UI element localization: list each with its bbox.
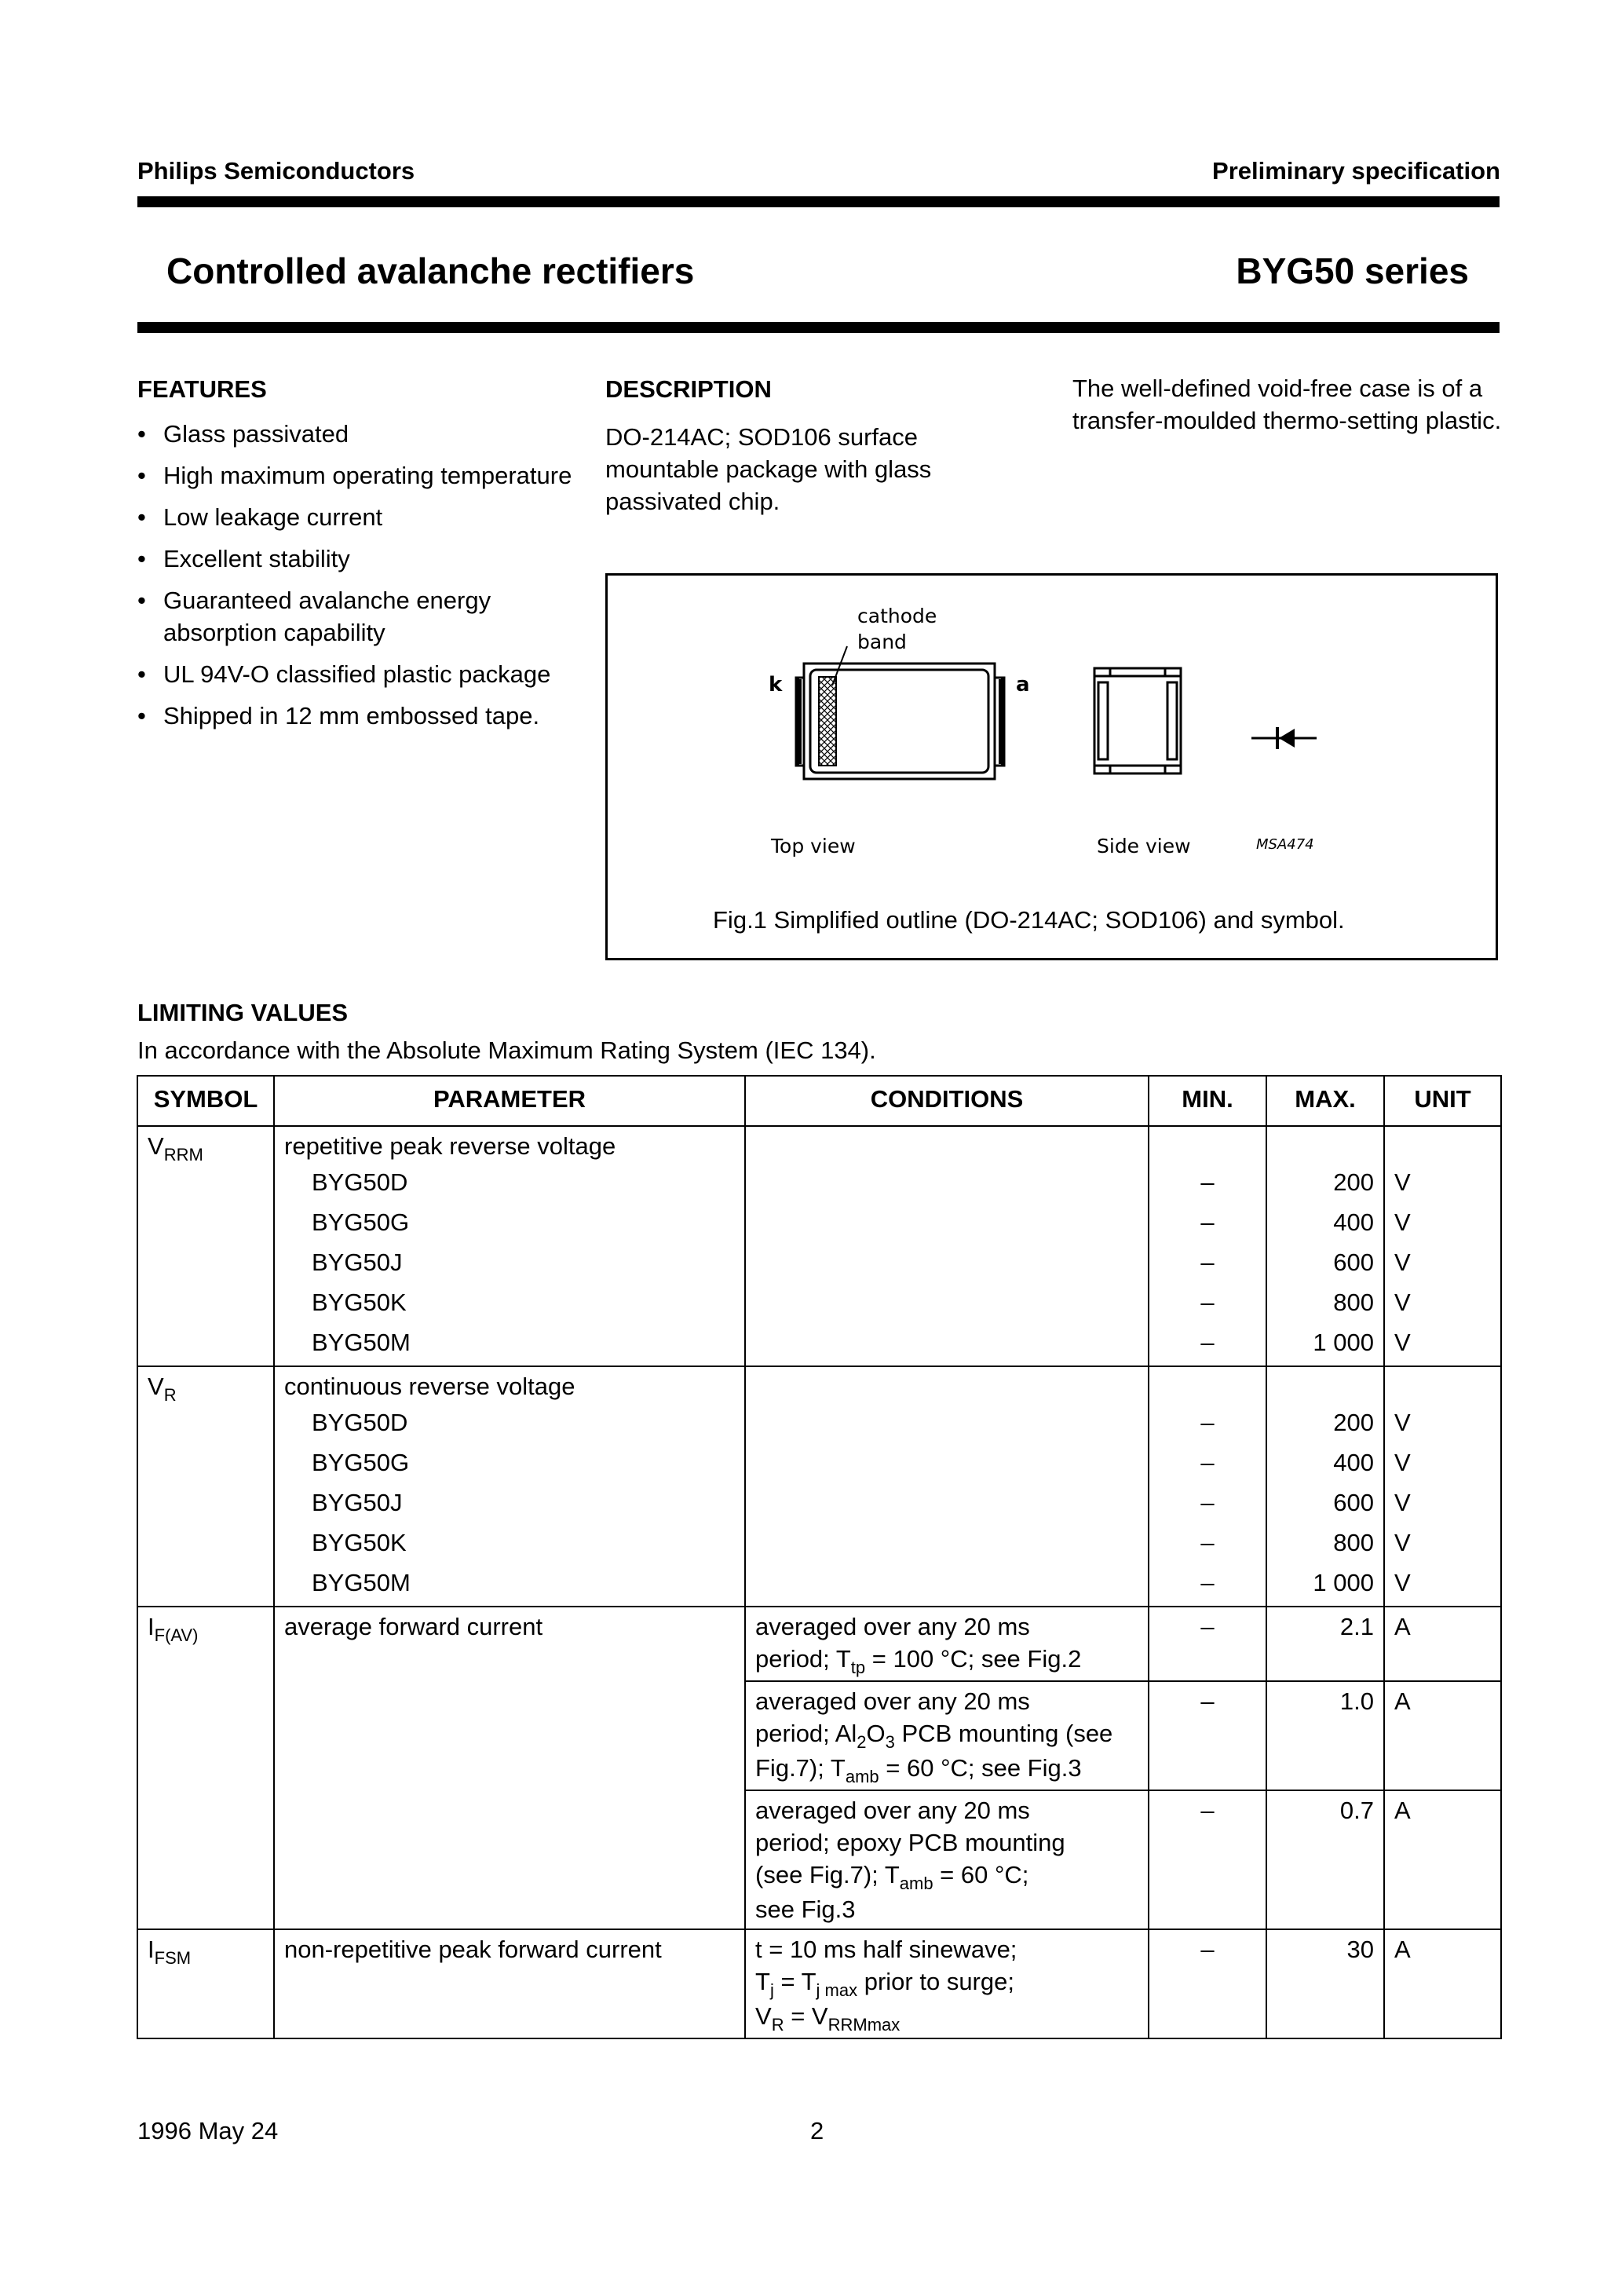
parameter-cell: continuous reverse voltage BYG50D BYG50G BYG50J BYG50K BYG50M xyxy=(274,1366,745,1607)
description-text: DO-214AC; SOD106 surface mountable package with glass passivated chip. xyxy=(605,423,932,515)
feature-item: • Guaranteed avalanche energy absorption capability xyxy=(137,584,577,649)
max-cell: 200 400 600 800 1 000 xyxy=(1266,1366,1384,1607)
figure-box xyxy=(605,573,1498,960)
conditions-cell xyxy=(745,1126,1149,1366)
footer-date: 1996 May 24 xyxy=(137,2117,279,2144)
limiting-values-intro: In accordance with the Absolute Maximum Rating System (IEC 134). xyxy=(137,1036,876,1064)
a-label: a xyxy=(1016,673,1030,696)
title-rule xyxy=(137,322,1500,333)
parameter-cell: average forward current xyxy=(274,1607,745,1929)
feature-item: • Low leakage current xyxy=(137,501,577,533)
symbol-cell: $I_{F(AV)}$ xyxy=(137,1607,274,1929)
col-parameter: PARAMETER xyxy=(274,1076,745,1126)
col-max: MAX. xyxy=(1266,1076,1384,1126)
min-cell: – – – – – xyxy=(1149,1126,1266,1366)
band-label: band xyxy=(857,631,907,653)
top-view-label: Top view xyxy=(771,835,856,857)
parameter-cell: non-repetitive peak forward current xyxy=(274,1929,745,2038)
description-text-2: The well-defined void-free case is of a transfer-moulded thermo-setting plastic. xyxy=(1072,375,1502,434)
header-rule xyxy=(137,196,1500,207)
symbol-cell: $V_{RRM}$ xyxy=(137,1126,274,1366)
company-name: Philips Semiconductors xyxy=(137,157,415,185)
unit-cell: V V V V V xyxy=(1384,1366,1501,1607)
side-view-outline xyxy=(1094,668,1181,773)
parameter-cell: repetitive peak reverse voltage BYG50D BYG50G BYG50J BYG50K BYG50M xyxy=(274,1126,745,1366)
table-row-ifsm xyxy=(137,1929,1501,2038)
table-row-vrrm xyxy=(137,1126,1501,1366)
cathode-label: cathode xyxy=(857,605,937,627)
k-label: k xyxy=(769,673,783,696)
feature-item: • Glass passivated xyxy=(137,418,577,450)
feature-item: • High maximum operating temperature xyxy=(137,459,577,492)
max-cell: 0.7 xyxy=(1266,1790,1384,1929)
col-unit: UNIT xyxy=(1384,1076,1501,1126)
spec-type: Preliminary specification xyxy=(1212,157,1500,185)
package-outline-drawing xyxy=(608,576,1496,958)
unit-cell: A xyxy=(1384,1790,1501,1929)
min-cell: – – – – – xyxy=(1149,1366,1266,1607)
unit-cell: A xyxy=(1384,1681,1501,1790)
symbol-cell: $I_{FSM}$ xyxy=(137,1929,274,2038)
series-title: BYG50 series xyxy=(1236,250,1469,291)
col-symbol: SYMBOL xyxy=(137,1076,274,1126)
min-cell: – xyxy=(1149,1929,1266,2038)
min-cell: – xyxy=(1149,1607,1266,1681)
unit-cell: V V V V V xyxy=(1384,1126,1501,1366)
description-heading: DESCRIPTION xyxy=(605,375,772,403)
table-row-vr xyxy=(137,1366,1501,1607)
side-view-label: Side view xyxy=(1097,835,1191,857)
min-cell: – xyxy=(1149,1790,1266,1929)
symbol-cell: $V_R$ xyxy=(137,1366,274,1607)
features-heading: FEATURES xyxy=(137,375,267,403)
min-cell: – xyxy=(1149,1681,1266,1790)
page-number: 2 xyxy=(810,2117,824,2144)
features-list xyxy=(137,418,577,741)
table-header-row xyxy=(137,1076,1501,1126)
figure-code: MSA474 xyxy=(1256,836,1314,853)
figure-caption: Fig.1 Simplified outline (DO-214AC; SOD106) and symbol. xyxy=(713,906,1345,934)
max-cell: 200 400 600 800 1 000 xyxy=(1266,1126,1384,1366)
max-cell: 1.0 xyxy=(1266,1681,1384,1790)
limiting-values-table xyxy=(137,1075,1502,2039)
conditions-cell: averaged over any 20 ms period; epoxy PCB mounting (see Fig.7); $T_{amb} = 60$ °C; see Fig.3 xyxy=(745,1790,1149,1929)
feature-item: • Excellent stability xyxy=(137,543,577,575)
top-view-outline xyxy=(796,664,1004,779)
col-conditions: CONDITIONS xyxy=(745,1076,1149,1126)
conditions-cell: averaged over any 20 ms period; $Al_2O_3$ PCB mounting (see Fig.7); $T_{amb} = 60$ °C; see Fig.3 xyxy=(745,1681,1149,1790)
table-row-ifav-1 xyxy=(137,1607,1501,1681)
conditions-cell: t = 10 ms half sinewave; $T_j = T_{j max}$ prior to surge; $V_R = V_{RRMmax}$ xyxy=(745,1929,1149,2038)
page-title: Controlled avalanche rectifiers xyxy=(166,250,695,291)
feature-item: • Shipped in 12 mm embossed tape. xyxy=(137,700,577,732)
unit-cell: A xyxy=(1384,1929,1501,2038)
unit-cell: A xyxy=(1384,1607,1501,1681)
limiting-values-heading: LIMITING VALUES xyxy=(137,999,349,1026)
max-cell: 30 xyxy=(1266,1929,1384,2038)
conditions-cell xyxy=(745,1366,1149,1607)
max-cell: 2.1 xyxy=(1266,1607,1384,1681)
conditions-cell: averaged over any 20 ms period; $T_{tp} = 100$ °C; see Fig.2 xyxy=(745,1607,1149,1681)
feature-item: • UL 94V-O classified plastic package xyxy=(137,658,577,690)
diode-symbol-icon xyxy=(1251,727,1317,749)
col-min: MIN. xyxy=(1149,1076,1266,1126)
